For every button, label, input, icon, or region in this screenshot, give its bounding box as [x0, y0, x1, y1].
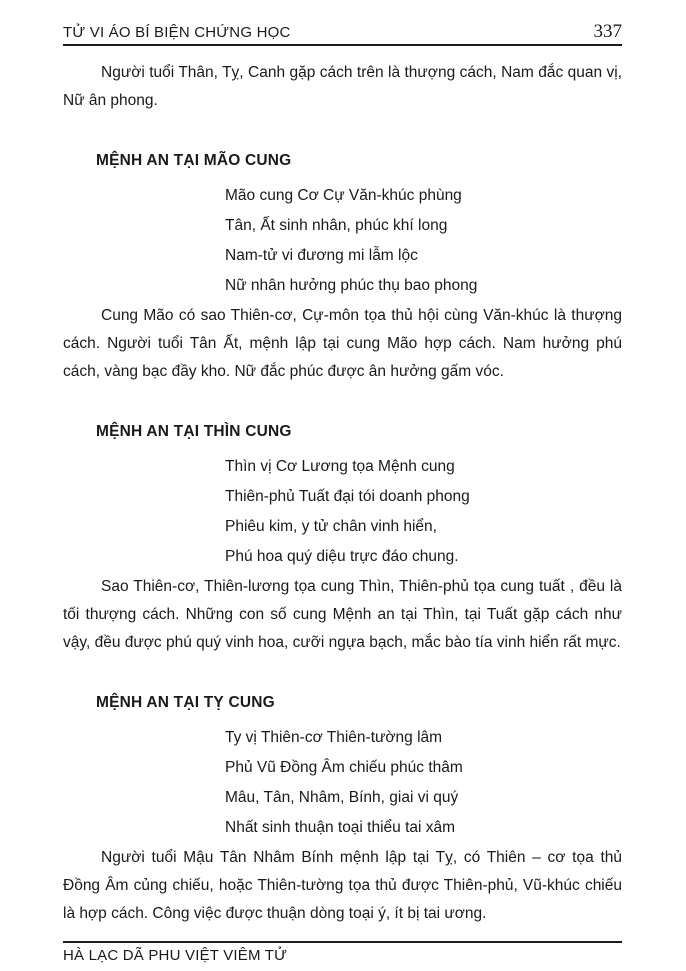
- section-paragraph: Người tuổi Mậu Tân Nhâm Bính mệnh lập tại Tỵ, có Thiên – cơ tọa thủ Đồng Âm củng chiếu, hoặc Thiên-tường tọa thủ được Thiên-phủ, Vũ-khúc chiếu là hợp cách. Công việc được thuận dòng toại ý, ít bị tai ương.: [63, 849, 622, 922]
- verse-line: Nhất sinh thuận toại thiểu tai xâm: [225, 819, 456, 836]
- verse-line: Phú hoa quý diệu trực đáo chung.: [225, 548, 459, 565]
- verse-block: [225, 723, 622, 843]
- verse-line: Nữ nhân hưởng phúc thụ bao phong: [225, 277, 478, 294]
- verse-line: Nam-tử vi đương mi lẫm lộc: [225, 247, 418, 264]
- section-paragraph: Sao Thiên-cơ, Thiên-lương tọa cung Thìn, Thiên-phủ tọa cung tuất , đều là tối thượng cách. Những con số cung Mệnh an tại Thìn, tại Tuất gặp cách như vậy, đều được phú quý vinh hoa, cưỡi ngựa bạch, mắc bào tía vinh hiển rất mực.: [63, 578, 622, 651]
- page-number: 337: [593, 21, 622, 42]
- running-head-title: TỬ VI ÁO BÍ BIỆN CHỨNG HỌC: [63, 24, 291, 41]
- section-mao-cung: [63, 152, 622, 386]
- section-thin-cung: [63, 423, 622, 657]
- verse-line: Mão cung Cơ Cự Văn-khúc phùng: [225, 187, 462, 204]
- verse-line: Thiên-phủ Tuất đại tói doanh phong: [225, 488, 470, 505]
- intro-paragraph: Người tuổi Thân, Tỵ, Canh gặp cách trên là thượng cách, Nam đắc quan vị, Nữ ân phong.: [63, 64, 622, 109]
- verse-block: [225, 181, 622, 301]
- section-ty-cung: [63, 694, 622, 928]
- verse-line: Ty vị Thiên-cơ Thiên-tường lâm: [225, 729, 443, 746]
- verse-block: [225, 452, 622, 572]
- verse-line: Phiêu kim, y tử chân vinh hiển,: [225, 518, 437, 535]
- verse-line: Mâu, Tân, Nhâm, Bính, giai vi quý: [225, 789, 459, 806]
- section-heading: MỆNH AN TẠI MÃO CUNG: [96, 152, 292, 169]
- page-header: [63, 22, 622, 46]
- section-heading: MỆNH AN TẠI THÌN CUNG: [96, 423, 292, 440]
- page-footer: [63, 941, 622, 964]
- section-heading: MỆNH AN TẠI TỴ CUNG: [96, 694, 275, 711]
- verse-line: Thìn vị Cơ Lương tọa Mệnh cung: [225, 458, 455, 475]
- footer-author: HÀ LẠC DÃ PHU VIỆT VIÊM TỬ: [63, 947, 288, 964]
- section-paragraph: Cung Mão có sao Thiên-cơ, Cự-môn tọa thủ hội cùng Văn-khúc là thượng cách. Người tuổi Tân Ất, mệnh lập tại cung Mão hợp cách. Nam hưởng phú cách, vàng bạc đầy kho. Nữ đắc phúc được ân hưởng gấm vóc.: [63, 307, 622, 380]
- verse-line: Tân, Ất sinh nhân, phúc khí long: [225, 217, 448, 234]
- verse-line: Phủ Vũ Đồng Âm chiếu phúc thâm: [225, 759, 463, 776]
